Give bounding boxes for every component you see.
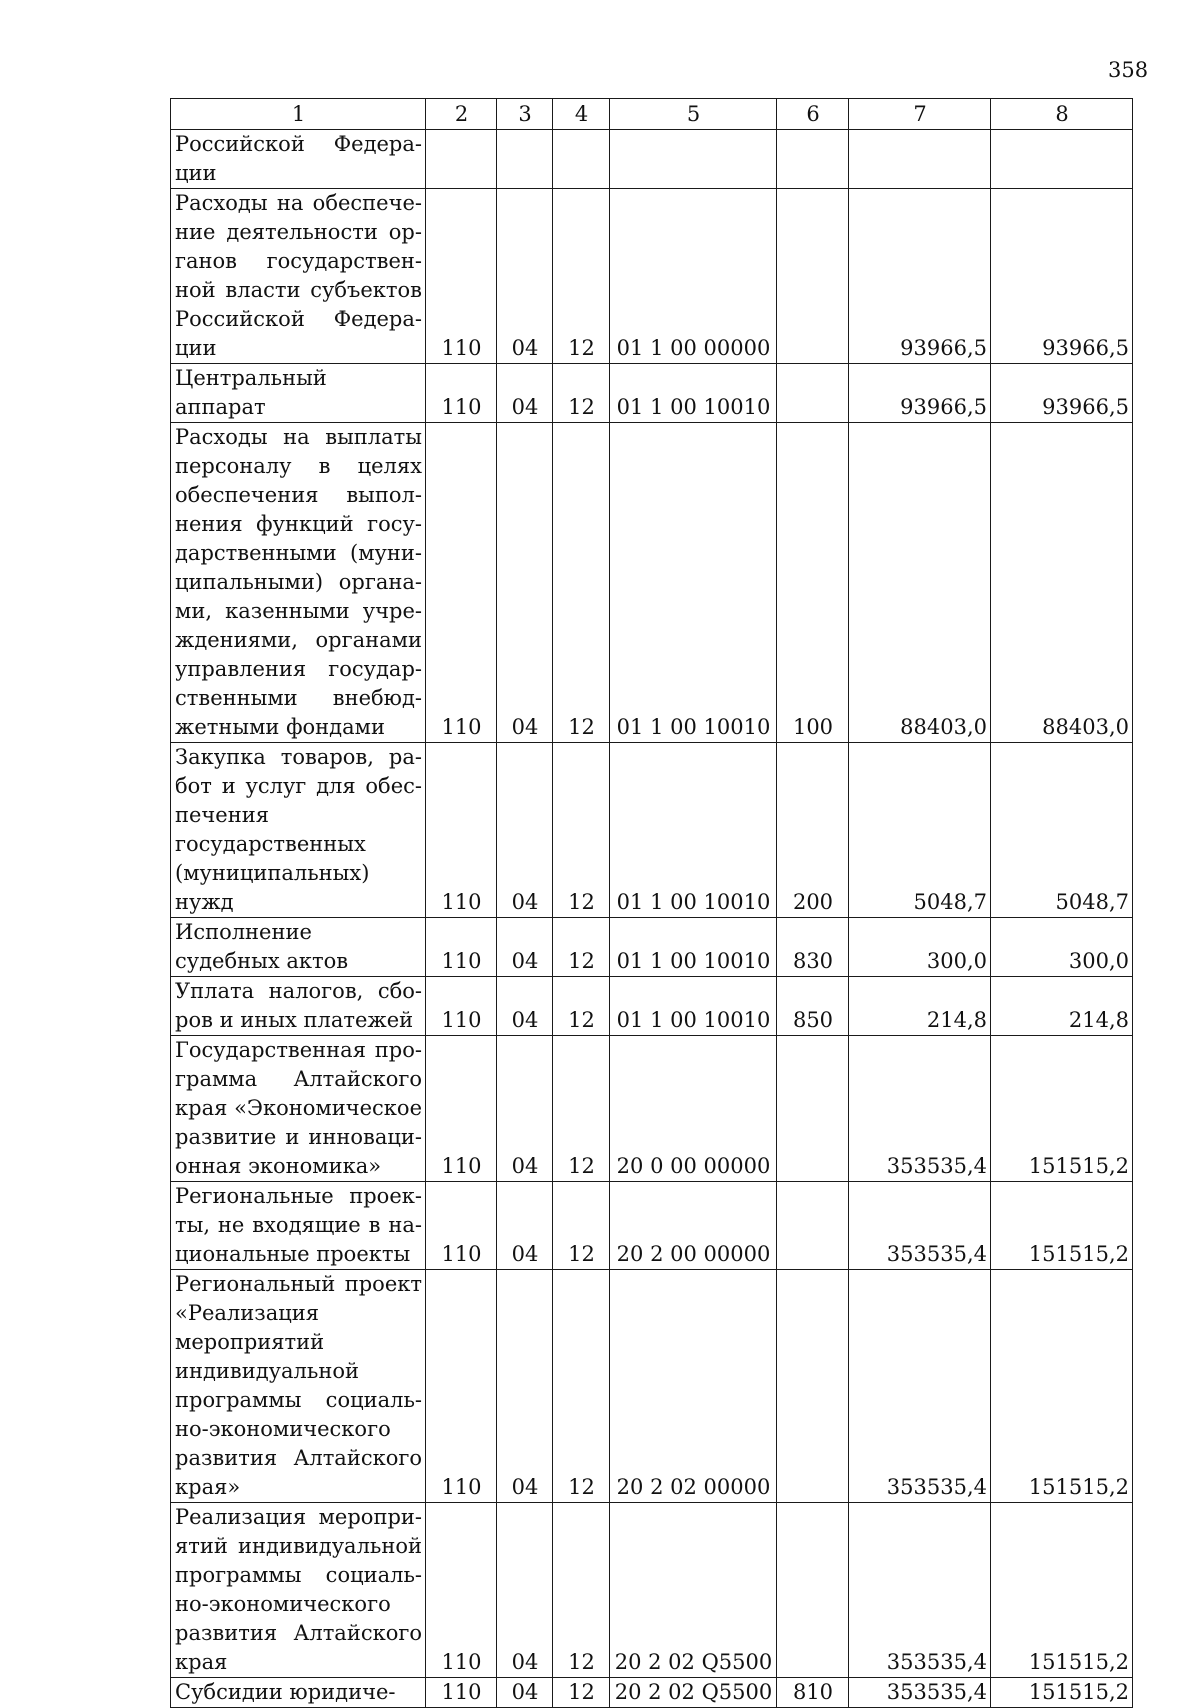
table-body: [171, 99, 1133, 1708]
amount-year-2-cell: 151515,2: [991, 1182, 1133, 1270]
subsection-code-cell: 12: [553, 1503, 610, 1678]
section-code-cell: 04: [497, 1182, 553, 1270]
expense-type-cell: [777, 1503, 849, 1678]
amount-year-1-cell: 300,0: [849, 918, 991, 977]
target-article-cell: 01 1 00 10010: [610, 918, 777, 977]
subsection-code-cell: 12: [553, 1678, 610, 1708]
expense-type-cell: [777, 1036, 849, 1182]
section-code-cell: 04: [497, 1678, 553, 1708]
admin-code-cell: 110: [426, 1182, 497, 1270]
subsection-code-cell: 12: [553, 918, 610, 977]
section-code-cell: 04: [497, 364, 553, 423]
amount-year-1-cell: 5048,7: [849, 743, 991, 918]
amount-year-2-cell: 88403,0: [991, 423, 1133, 743]
expense-type-cell: 810: [777, 1678, 849, 1708]
admin-code-cell: 110: [426, 1503, 497, 1678]
amount-year-1-cell: 353535,4: [849, 1036, 991, 1182]
section-code-cell: [497, 130, 553, 189]
expense-type-cell: 200: [777, 743, 849, 918]
target-article-cell: 01 1 00 10010: [610, 364, 777, 423]
column-header: 5: [610, 99, 777, 130]
section-code-cell: 04: [497, 743, 553, 918]
target-article-cell: 20 0 00 00000: [610, 1036, 777, 1182]
table-row: [171, 130, 1133, 189]
section-code-cell: 04: [497, 918, 553, 977]
expense-type-cell: [777, 1270, 849, 1503]
amount-year-1-cell: 353535,4: [849, 1503, 991, 1678]
target-article-cell: 20 2 02 Q5500: [610, 1678, 777, 1708]
column-header: 3: [497, 99, 553, 130]
column-header: 2: [426, 99, 497, 130]
target-article-cell: 01 1 00 00000: [610, 189, 777, 364]
table-row: [171, 1503, 1133, 1678]
admin-code-cell: 110: [426, 1678, 497, 1708]
subsection-code-cell: 12: [553, 423, 610, 743]
subsection-code-cell: 12: [553, 1036, 610, 1182]
table-row: [171, 1678, 1133, 1708]
table-row: [171, 364, 1133, 423]
amount-year-2-cell: [991, 130, 1133, 189]
target-article-cell: [610, 130, 777, 189]
row-description: Уплата налогов, сборов и иных платежей: [171, 977, 426, 1036]
admin-code-cell: 110: [426, 1036, 497, 1182]
expense-type-cell: 830: [777, 918, 849, 977]
admin-code-cell: 110: [426, 1270, 497, 1503]
row-description: Исполнение судебных актов: [171, 918, 426, 977]
row-description: Субсидии юридиче-: [171, 1678, 426, 1708]
row-description: Расходы на обеспечение деятельности органов государственной власти субъектов Российской Федерации: [171, 189, 426, 364]
row-description: Центральный аппарат: [171, 364, 426, 423]
target-article-cell: 20 2 00 00000: [610, 1182, 777, 1270]
section-code-cell: 04: [497, 1270, 553, 1503]
amount-year-1-cell: 214,8: [849, 977, 991, 1036]
expense-type-cell: [777, 1182, 849, 1270]
amount-year-1-cell: 353535,4: [849, 1182, 991, 1270]
amount-year-1-cell: [849, 130, 991, 189]
column-header: 8: [991, 99, 1133, 130]
expense-type-cell: 100: [777, 423, 849, 743]
row-description: Региональный проект «Реализация мероприятий индивидуальной программы социально-экономического развития Алтайского края»: [171, 1270, 426, 1503]
amount-year-2-cell: 151515,2: [991, 1503, 1133, 1678]
expense-type-cell: [777, 130, 849, 189]
target-article-cell: 01 1 00 10010: [610, 743, 777, 918]
row-description: Закупка товаров, работ и услуг для обеспечения государственных (муниципальных) нужд: [171, 743, 426, 918]
subsection-code-cell: 12: [553, 364, 610, 423]
admin-code-cell: 110: [426, 977, 497, 1036]
column-header: 6: [777, 99, 849, 130]
amount-year-1-cell: 353535,4: [849, 1678, 991, 1708]
amount-year-2-cell: 151515,2: [991, 1036, 1133, 1182]
target-article-cell: 01 1 00 10010: [610, 423, 777, 743]
table-row: [171, 1182, 1133, 1270]
subsection-code-cell: 12: [553, 1270, 610, 1503]
table-row: [171, 1270, 1133, 1503]
target-article-cell: 20 2 02 Q5500: [610, 1503, 777, 1678]
table-row: [171, 189, 1133, 364]
section-code-cell: 04: [497, 1503, 553, 1678]
subsection-code-cell: 12: [553, 189, 610, 364]
section-code-cell: 04: [497, 189, 553, 364]
expense-type-cell: [777, 189, 849, 364]
subsection-code-cell: [553, 130, 610, 189]
amount-year-1-cell: 353535,4: [849, 1270, 991, 1503]
admin-code-cell: 110: [426, 743, 497, 918]
subsection-code-cell: 12: [553, 977, 610, 1036]
amount-year-2-cell: 151515,2: [991, 1270, 1133, 1503]
page-number: 358: [1108, 58, 1149, 82]
row-description: Реализация мероприятий индивидуальной программы социально-экономического развития Алтайского края: [171, 1503, 426, 1678]
expense-type-cell: [777, 364, 849, 423]
section-code-cell: 04: [497, 977, 553, 1036]
table-row: [171, 1036, 1133, 1182]
budget-table: [170, 98, 1133, 1708]
target-article-cell: 20 2 02 00000: [610, 1270, 777, 1503]
row-description: Расходы на выплаты персоналу в целях обеспечения выполнения функций государственными (муниципальными) органами, казенными учреждениями, органами управления государственными внебюджетными фондами: [171, 423, 426, 743]
table-row: [171, 918, 1133, 977]
column-header: 4: [553, 99, 610, 130]
amount-year-2-cell: 214,8: [991, 977, 1133, 1036]
amount-year-2-cell: 5048,7: [991, 743, 1133, 918]
admin-code-cell: 110: [426, 189, 497, 364]
table-row: [171, 423, 1133, 743]
amount-year-2-cell: 151515,2: [991, 1678, 1133, 1708]
row-description: Российской Федерации: [171, 130, 426, 189]
table-row: [171, 977, 1133, 1036]
section-code-cell: 04: [497, 423, 553, 743]
table-row: [171, 743, 1133, 918]
amount-year-1-cell: 93966,5: [849, 189, 991, 364]
expense-type-cell: 850: [777, 977, 849, 1036]
admin-code-cell: 110: [426, 364, 497, 423]
amount-year-2-cell: 300,0: [991, 918, 1133, 977]
amount-year-2-cell: 93966,5: [991, 364, 1133, 423]
row-description: Государственная программа Алтайского края «Экономическое развитие и инновационная экономика»: [171, 1036, 426, 1182]
column-header: 1: [171, 99, 426, 130]
admin-code-cell: [426, 130, 497, 189]
section-code-cell: 04: [497, 1036, 553, 1182]
admin-code-cell: 110: [426, 423, 497, 743]
admin-code-cell: 110: [426, 918, 497, 977]
column-header: 7: [849, 99, 991, 130]
amount-year-1-cell: 93966,5: [849, 364, 991, 423]
table-header-row: [171, 99, 1133, 130]
target-article-cell: 01 1 00 10010: [610, 977, 777, 1036]
subsection-code-cell: 12: [553, 1182, 610, 1270]
amount-year-2-cell: 93966,5: [991, 189, 1133, 364]
subsection-code-cell: 12: [553, 743, 610, 918]
amount-year-1-cell: 88403,0: [849, 423, 991, 743]
row-description: Региональные проекты, не входящие в национальные проекты: [171, 1182, 426, 1270]
